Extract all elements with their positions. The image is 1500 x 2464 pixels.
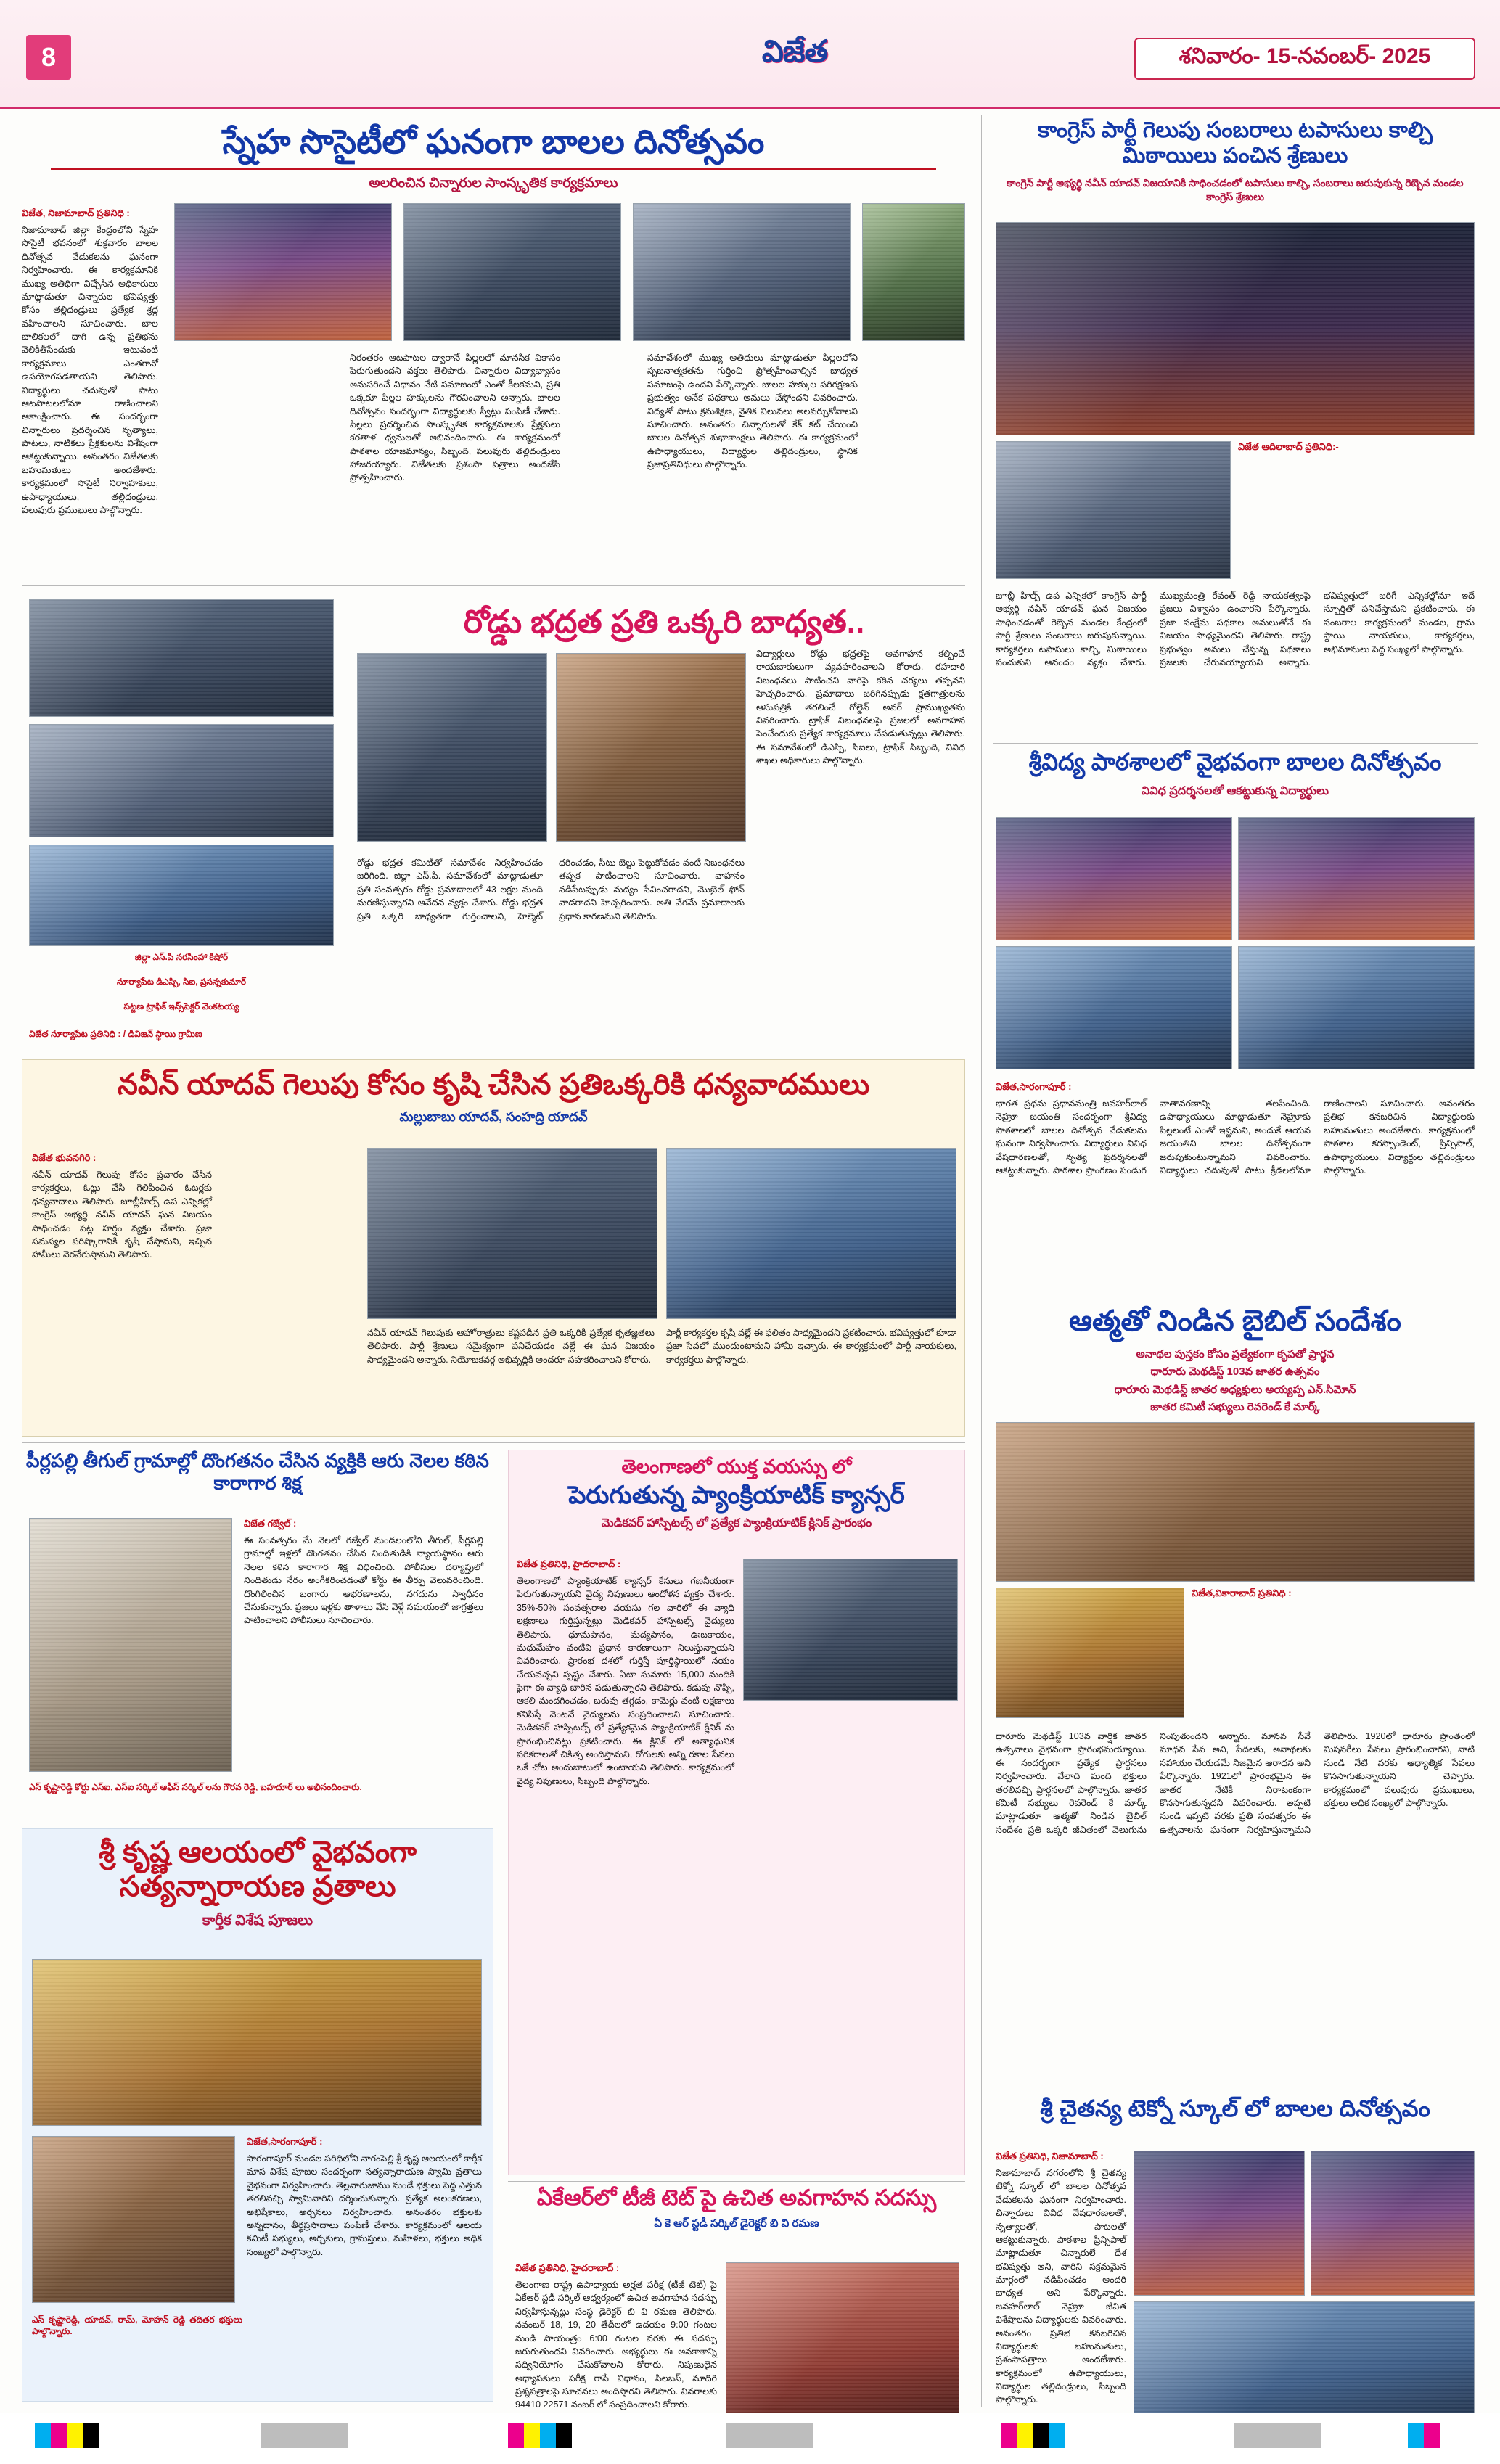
article-chaitanya-school — [993, 2095, 1478, 2123]
a6-body-1: తెలంగాణలో ప్యాంక్రియాటిక్ క్యాన్సర్ కేసులు గణనీయంగా పెరుగుతున్నాయని వైద్య నిపుణులు ఆందోళన వ్యక్తం చేశారు. 35%-50% సంవత్సరాల వయసు గల వారిలో ఈ వ్యాధి లక్షణాలు గుర్తిస్తున్నట్లు మెడికవర్ హాస్పిటల్స్ వైద్యులు తెలిపారు. ధూమపానం, మద్యపానం, ఊబకాయం, మధుమేహం వంటివి ప్రధాన కారణాలుగా నిలుస్తున్నాయని వివరించారు. ప్రారంభ దశలో గుర్తిస్తే పూర్తిస్థాయిలో నయం చేయవచ్చని స్పష్టం చేశారు. ఏటా సుమారు 15,000 మందికి పైగా ఈ వ్యాధి బారిన పడుతున్నారని తెలిపారు. కడుపు నొప్పి, ఆకలి మందగించడం, బరువు తగ్గడం, కామెర్లు వంటి లక్షణాలు కనిపిస్తే వెంటనే వైద్యులను సంప్రదించాలని సూచించారు. మెడికవర్ హాస్పిటల్స్ లో ప్రత్యేకమైన ప్యాంక్రియాటిక్ క్లినిక్ ను ప్రారంభించినట్లు ప్రకటించారు. ఈ క్లినిక్ లో అత్యాధునిక పరికరాలతో చికిత్స అందిస్తామని, రోగులకు అన్ని రకాల సేవలు ఒకే చోట అందుబాటులో ఉంటాయని తెలిపారు. కార్యక్రమంలో వైద్య నిపుణులు, సిబ్బంది పాల్గొన్నారు. — [517, 1576, 734, 1786]
b2-byline: విజేత,సారంగాపూర్ : — [996, 1081, 1072, 1092]
a6-column-1 — [517, 1559, 734, 2168]
a2-caption-3: పట్టణ ట్రాఫిక్ ఇన్స్‌పెక్టర్ వెంకటయ్య — [123, 1001, 239, 1011]
a4-photo — [29, 1518, 232, 1772]
a2-headline: రోడ్డు భద్రత ప్రతి ఒక్కరి బాధ్యత.. — [463, 604, 865, 640]
a2-photo-3 — [29, 845, 334, 946]
b2-photo-2 — [1238, 817, 1475, 940]
graybar-1 — [261, 2423, 348, 2448]
graybar-3 — [1234, 2423, 1321, 2448]
a5-headline-wrap — [29, 1836, 486, 1931]
a2-photo-4 — [357, 653, 547, 842]
b1-subhead: కాంగ్రెస్ పార్టీ అభ్యర్థి నవీన్ యాదవ్ విజయానికి సాధించడంలో టపాసులు కాల్చి, సంబరాలు జరుపుకున్న రెబ్బెన మండల కాంగ్రెస్ శ్రేణులు — [1007, 176, 1464, 202]
a2-column-1 — [357, 856, 745, 1059]
a5-byline: విజేత,సారంగాపూర్ : — [247, 2136, 323, 2147]
a5-photo-1 — [32, 1959, 482, 2126]
b3-body-1: ధారూరు మెథడిస్ట్ 103వ వార్షిక జాతర ఉత్సవాలు వైభవంగా ప్రారంభమయ్యాయి. ఈ సందర్భంగా ప్రత్యేక ప్రార్థనలు నిర్వహించారు. వేలాది మంది భక్తులు తరలివచ్చి ప్రార్థనలలో పాల్గొన్నారు. జాతర కమిటీ సభ్యులు రెవరెండ్ కే మార్క్ మాట్లాడుతూ ఆత్మతో నిండిన బైబిల్ సందేశం ప్రతి ఒక్కరి జీవితంలో వెలుగును నింపుతుందని అన్నారు. మానవ సేవే మాధవ సేవ అని, పేదలకు, అనాథలకు సహాయం చేయడమే నిజమైన ఆరాధన అని పేర్కొన్నారు. 1921లో ప్రారంభమైన ఈ జాతర నేటికీ నిరాటంకంగా కొనసాగుతున్నదని వివరించారు. అప్పటి నుండి ఇప్పటి వరకు ప్రతి సంవత్సరం ఈ ఉత్సవాలను ఘనంగా నిర్వహిస్తున్నామని తెలిపారు. 1920లో ధారూరు ప్రాంతంలో మిషనరీలు సేవలు ప్రారంభించారని, నాటి నుండి నేటి వరకు ఆధ్యాత్మిక సేవలు కొనసాగుతున్నాయని చెప్పారు. కార్యక్రమంలో పలువురు ప్రముఖులు, భక్తులు అధిక సంఖ్యలో పాల్గొన్నారు. — [996, 1731, 1475, 1835]
colorbar-group-1 — [35, 2423, 99, 2448]
article-srividya-school — [993, 749, 1478, 799]
b3-subhead-1: అనాథల పుస్తకం కోసం ప్రత్యేకంగా కృపతో ప్రార్థన — [1136, 1348, 1335, 1361]
article-sneha-society — [22, 118, 965, 199]
b2-headline: శ్రీవిద్య పాఠశాలలో వైభవంగా బాలల దినోత్సవం — [1028, 749, 1442, 775]
a3-body-2: నవీన్ యాదవ్ గెలుపుకు ఆహోరాత్రులు కష్టపడిన ప్రతి ఒక్కరికి ప్రత్యేక కృతజ్ఞతలు తెలిపారు. పార్టీ శ్రేణులు సమైక్యంగా పనిచేయడం వల్లే ఈ ఘన విజయం సాధ్యమైందని అన్నారు. నియోజకవర్గ అభివృద్ధికి అందరూ సహకరించాలని కోరారు. — [367, 1328, 655, 1365]
article-congress-celebration — [993, 118, 1478, 204]
a3-column-3 — [666, 1326, 956, 1428]
newspaper-logo — [711, 25, 878, 86]
a2-caption-2: సూర్యాపేట డిఎస్పి, సిఐ, ప్రసన్నకుమార్ — [117, 977, 246, 987]
a2-body-2: విద్యార్థులు రోడ్డు భద్రతపై అవగాహన కల్పించే రాయబారులుగా వ్యవహరించాలని కోరారు. రహదారి నిబంధనలు పాటించని వారిపై కఠిన చర్యలు తప్పవని హెచ్చరించారు. ప్రమాదాలు జరిగినప్పుడు క్షతగాత్రులను ఆసుపత్రికి తరలించే గోల్డెన్ అవర్ ప్రాముఖ్యతను వివరించారు. ట్రాఫిక్ నిబంధనలపై ప్రజలలో అవగాహన పెంచేందుకు ప్రత్యేక కార్యక్రమాలు చేపడుతున్నట్లు తెలిపారు. ఈ సమావేశంలో డిఎస్పి, సిఐలు, ట్రాఫిక్ సిబ్బంది, వివిధ శాఖల అధికారులు పాల్గొన్నారు. — [756, 649, 965, 765]
b1-headline: కాంగ్రెస్ పార్టీ గెలుపు సంబరాలు టపాసులు కాల్చి మిఠాయిలు పంచిన శ్రేణులు — [1038, 118, 1433, 168]
colorbar-group-4 — [1408, 2423, 1440, 2448]
a7-column-1 — [515, 2262, 717, 2429]
article-headline: స్నేహ సొసైటీలో ఘనంగా బాలల దినోత్సవం — [222, 123, 765, 160]
a4-byline: విజేత గజ్వేల్ : — [244, 1518, 297, 1529]
b2-photo-4 — [1238, 946, 1475, 1069]
b1-column-1 — [996, 589, 1475, 734]
a6-headline-wrap — [515, 1455, 958, 1531]
b4-byline: విజేత ప్రతినిధి, నిజామాబాద్ : — [996, 2151, 1104, 2161]
a1-photo-4 — [862, 203, 965, 341]
b4-body-1: నిజామాబాద్ నగరంలోని శ్రీ చైతన్య టెక్నో స్కూల్ లో బాలల దినోత్సవ వేడుకలను ఘనంగా నిర్వహించారు. చిన్నారులు వివిధ వేషధారణలతో, నృత్యాలతో, పాటలతో ఆకట్టుకున్నారు. పాఠశాల ప్రిన్సిపాల్ మాట్లాడుతూ చిన్నారులే దేశ భవిష్యత్తు అని, వారిని సక్రమమైన మార్గంలో నడిపించడం అందరి బాధ్యత అని పేర్కొన్నారు. జవహర్‌లాల్ నెహ్రూ జీవిత విశేషాలను విద్యార్థులకు వివరించారు. అనంతరం ప్రతిభ కనబరిచిన విద్యార్థులకు బహుమతులు, ప్రశంసాపత్రాలు అందజేశారు. కార్యక్రమంలో ఉపాధ్యాయులు, విద్యార్థుల తల్లిదండ్రులు, సిబ్బంది పాల్గొన్నారు. — [996, 2168, 1126, 2405]
b3-headline: ఆత్మతో నిండిన బైబిల్ సందేశం — [1069, 1305, 1401, 1337]
a5-subhead: కార్తీక విశేష పూజలు — [202, 1913, 313, 1929]
b2-subhead: వివిధ ప్రదర్శనలతో ఆకట్టుకున్న విద్యార్థులు — [1141, 784, 1329, 797]
b4-headline: శ్రీ చైతన్య టెక్నో స్కూల్ లో బాలల దినోత్సవం — [1040, 2095, 1430, 2122]
a1-byline: విజేత, నిజామాబాద్ ప్రతినిధి : — [22, 208, 130, 218]
b1-photo-1 — [996, 222, 1475, 435]
b1-body-1: జూబ్లీ హిల్స్ ఉప ఎన్నికలో కాంగ్రెస్ పార్టీ అభ్యర్థి నవీన్ యాదవ్ ఘన విజయం సాధించడంతో రెబ్బెన మండల కేంద్రంలో పార్టీ శ్రేణులు సంబరాలు జరుపుకున్నాయి. కార్యకర్తలు టపాసులు కాల్చి, మిఠాయిలు పంచుకుని ఆనందం వ్యక్తం చేశారు. ముఖ్యమంత్రి రేవంత్ రెడ్డి నాయకత్వంపై ప్రజలు విశ్వాసం ఉంచారని పేర్కొన్నారు. ప్రజా సంక్షేమ పథకాల అమలుతోనే ఈ విజయం సాధ్యమైందని తెలిపారు. రాష్ట్ర ప్రభుత్వం అమలు చేస్తున్న పథకాలు ప్రజలకు చేరువయ్యాయని అన్నారు. భవిష్యత్తులో జరిగే ఎన్నికల్లోనూ ఇదే స్ఫూర్తితో పనిచేస్తామని ప్రకటించారు. ఈ సంబరాల కార్యక్రమంలో మండల, గ్రామ స్థాయి నాయకులు, కార్యకర్తలు, అభిమానులు పెద్ద సంఖ్యలో పాల్గొన్నారు. — [996, 591, 1475, 668]
column-divider-main — [981, 115, 982, 2407]
section-divider-1 — [22, 585, 965, 586]
a2-photo-1 — [29, 599, 334, 717]
a2-photo-2 — [29, 724, 334, 837]
a1-column-3 — [647, 351, 858, 569]
b4-photo-1 — [1134, 2151, 1305, 2296]
logo-text: విజేత — [761, 33, 828, 68]
a4-caption: ఎస్ కృష్ణారెడ్డి కోర్టు ఎస్ఐ, ఎస్ఐ సర్కిల్ ఆఫీస్ సర్కిల్ లను గౌరవ రెడ్డి, బహదూర్ లు అభినందించారు. — [29, 1782, 362, 1792]
a2-byline: విజేత సూర్యాపేట ప్రతినిధి : / డివిజన్ స్థాయి గ్రామీణ — [29, 1029, 202, 1039]
a3-column-1 — [32, 1152, 212, 1428]
a2-column-2 — [756, 647, 965, 1054]
a3-column-2 — [367, 1326, 655, 1428]
print-colorbars — [0, 2413, 1500, 2464]
a1-body-3: సమావేశంలో ముఖ్య అతిథులు మాట్లాడుతూ పిల్లలలోని సృజనాత్మకతను గుర్తించి ప్రోత్సహించాల్సిన బాధ్యత సమాజంపై ఉందని పేర్కొన్నారు. బాలల హక్కుల పరిరక్షణకు ప్రభుత్వం అనేక పథకాలు అమలు చేస్తోందని వివరించారు. విద్యతో పాటు క్రమశిక్షణ, నైతిక విలువలు అలవర్చుకోవాలని సూచించారు. అనంతరం చిన్నారులతో కేక్ కట్ చేయించి బాలల దినోత్సవ శుభాకాంక్షలు తెలిపారు. ఈ కార్యక్రమంలో ఉపాధ్యాయులు, విద్యార్థుల తల్లిదండ్రులు, స్థానిక ప్రజాప్రతినిధులు పాల్గొన్నారు. — [647, 353, 858, 469]
b3-subhead-3: ధారూరు మెథడిస్ట్ జాతర అధ్యక్షులు అయ్యప్ప ఎన్.సిమోన్ — [1114, 1383, 1356, 1396]
a3-headline: నవీన్ యాదవ్ గెలుపు కోసం కృషి చేసిన ప్రతిఒక్కరికి ధన్యవాదములు — [117, 1069, 870, 1101]
a5-column-1 — [247, 2136, 482, 2354]
section-divider-r1 — [993, 743, 1478, 744]
a1-column-2 — [350, 351, 560, 569]
a5-photo-2 — [32, 2136, 235, 2303]
a3-headline-wrap — [29, 1068, 958, 1125]
a3-body-1: నవీన్ యాదవ్ గెలుపు కోసం ప్రచారం చేసిన కార్యకర్తలు, ఓట్లు వేసి గెలిపించిన ఓటర్లకు ధన్యవాదాలు తెలిపారు. జూబ్లీహిల్స్ ఉప ఎన్నికల్లో కాంగ్రెస్ అభ్యర్థి నవీన్ యాదవ్ ఘన విజయం సాధించడం పట్ల హర్షం వ్యక్తం చేశారు. ప్రజా సమస్యల పరిష్కారానికి కృషి చేస్తామని, ఇచ్చిన హామీలు నెరవేరుస్తామని తెలిపారు. — [32, 1170, 212, 1260]
article-subhead: అలరించిన చిన్నారుల సాంస్కృతిక కార్యక్రమాలు — [369, 176, 618, 192]
b2-column-1 — [996, 1081, 1475, 1291]
section-divider-5 — [508, 2181, 965, 2182]
a3-subhead: మల్లుబాబు యాదవ్, సంహద్రి యాదవ్ — [399, 1109, 588, 1125]
article-bible-message — [993, 1305, 1478, 1415]
b4-column-1 — [996, 2151, 1126, 2426]
a1-column-1 — [22, 208, 158, 570]
a1-body-2: నిరంతరం ఆటపాటల ద్వారానే పిల్లలలో మానసిక వికాసం పెరుగుతుందని వక్తలు తెలిపారు. చిన్నారుల విద్యాభ్యాసం అనుసరించే విధానం నేటి సమాజంలో ఎంతో కీలకమని, ప్రతి ఒక్కరూ పిల్లల హక్కులను గౌరవించాలని అన్నారు. బాలల దినోత్సవం సందర్భంగా విద్యార్థులకు స్వీట్లు పంపిణీ చేశారు. పిల్లలు ప్రదర్శించిన సాంస్కృతిక కార్యక్రమాలకు ప్రేక్షకులు కరతాళ ధ్వనులతో అభినందించారు. ఈ కార్యక్రమంలో పాఠశాల యాజమాన్యం, సిబ్బంది, పలువురు తల్లిదండ్రులు హాజరయ్యారు. విజేతలకు ప్రశంసా పత్రాలు అందజేసి ప్రోత్సహించారు. — [350, 353, 560, 483]
a2-photo-5 — [556, 653, 746, 842]
a4-column-1 — [244, 1518, 483, 1779]
issue-date: శనివారం- 15-నవంబర్- 2025 — [1134, 38, 1475, 80]
a6-headline: పెరుగుతున్న ప్యాంక్రియాటిక్ క్యాన్సర్ — [568, 1481, 905, 1509]
a1-photo-2 — [403, 203, 621, 341]
a7-subhead: ఏ కె ఆర్ స్టడీ సర్కిల్ డైరెక్టర్ బి వి రమణ — [654, 2217, 819, 2230]
a5-caption: ఎస్ కృష్ణారెడ్డి, యాదవ్, రామ్, మోహన్ రెడ్డి తదితర భక్తులు పాల్గొన్నారు. — [32, 2315, 242, 2336]
b3-subhead-2: ధారూరు మెథడిస్ట్ 103వ జాతర ఉత్సవం — [1150, 1366, 1320, 1379]
a6-headline-top: తెలంగాణలో యుక్త వయస్సు లో — [621, 1455, 852, 1477]
article-road-safety — [363, 604, 965, 641]
a1-body-1: నిజామాబాద్ జిల్లా కేంద్రంలోని స్నేహ సొసైటీ భవనంలో శుక్రవారం బాలల దినోత్సవ వేడుకలను ఘనంగా నిర్వహించారు. ఈ కార్యక్రమానికి ముఖ్య అతిథిగా విచ్చేసిన అధికారులు మాట్లాడుతూ చిన్నారుల భవిష్యత్తు కోసం తల్లిదండ్రులు ప్రత్యేక శ్రద్ధ వహించాలని సూచించారు. బాల బాలికలలో దాగి ఉన్న ప్రతిభను వెలికితీసేందుకు ఇటువంటి కార్యక్రమాలు ఎంతగానో ఉపయోగపడతాయని తెలిపారు. విద్యార్థులు చదువుతో పాటు ఆటపాటలలోనూ రాణించాలని ఆకాంక్షించారు. ఈ సందర్భంగా చిన్నారులు ప్రదర్శించిన నృత్యాలు, పాటలు, నాటికలు ప్రేక్షకులను విశేషంగా ఆకట్టుకున్నాయి. అనంతరం విజేతలకు బహుమతులు అందజేశారు. కార్యక్రమంలో సొసైటీ నిర్వాహకులు, ఉపాధ్యాయులు, తల్లిదండ్రులు, పలువురు ప్రముఖులు పాల్గొన్నారు. — [22, 225, 158, 515]
article-theft-sentence — [22, 1450, 493, 1494]
b3-photo-2 — [996, 1588, 1184, 1718]
a4-headline: పీర్లపల్లి తీగుల్ గ్రామాల్లో దొంగతనం చేసిన వ్యక్తికి ఆరు నెలల కఠిన కారాగార శిక్ష — [26, 1450, 489, 1494]
a3-photo-2 — [666, 1148, 956, 1319]
a7-photo — [726, 2262, 959, 2426]
a6-photo — [743, 1559, 958, 1701]
b1-byline: విజేత ఆదిలాబాద్ ప్రతినిధి:- — [1238, 441, 1339, 452]
page-number: 8 — [26, 35, 71, 80]
b1-column-lead — [1238, 441, 1475, 586]
a7-byline: విజేత ప్రతినిధి, హైదరాబాద్ : — [515, 2262, 620, 2273]
a2-caption-1: జిల్లా ఎస్.పి నరసింహా కిషోర్ — [134, 952, 229, 962]
b3-photo-1 — [996, 1422, 1475, 1582]
b3-column-lead — [1192, 1588, 1475, 1725]
a5-body-1: సారంగాపూర్ మండల పరిధిలోని నాగంపెల్లి శ్రీ కృష్ణ ఆలయంలో కార్తీక మాస విశేష పూజల సందర్భంగా సత్యన్నారాయణ స్వామి వ్రతాలు వైభవంగా నిర్వహించారు. తెల్లవారుజాము నుండే భక్తులు పెద్ద ఎత్తున తరలివచ్చి స్వామివారిని దర్శించుకున్నారు. ప్రత్యేక అలంకరణలు, అభిషేకాలు, అర్చనలు నిర్వహించారు. అనంతరం భక్తులకు అన్నదానం, తీర్థప్రసాదాలు పంపిణీ చేశారు. కార్యక్రమంలో ఆలయ కమిటీ సభ్యులు, అర్చకులు, గ్రామస్తులు, మహిళలు, భక్తులు అధిక సంఖ్యలో పాల్గొన్నారు. — [247, 2153, 482, 2257]
a6-subhead: మెడికవర్ హాస్పిటల్స్ లో ప్రత్యేక ప్యాంక్రియాటిక్ క్లినిక్ ప్రారంభం — [601, 1516, 872, 1529]
a1-photo-3 — [633, 203, 851, 341]
b1-photo-2 — [996, 441, 1231, 579]
b4-photo-2 — [1311, 2151, 1475, 2296]
masthead — [0, 0, 1500, 109]
b2-photo-3 — [996, 946, 1232, 1069]
colorbar-group-2 — [508, 2423, 572, 2448]
b4-photo-3 — [1134, 2301, 1475, 2426]
b3-byline: విజేత,వికారాబాద్ ప్రతినిధి : — [1192, 1588, 1292, 1598]
a3-byline: విజేత భువనగిరి : — [32, 1152, 97, 1163]
b3-column-1 — [996, 1730, 1475, 2078]
a2-body-1: రోడ్డు భద్రత కమిటీతో సమావేశం నిర్వహించడం జరిగింది. జిల్లా ఎస్.పి. సమావేశంలో మాట్లాడుతూ ప్రతి సంవత్సరం రోడ్డు ప్రమాదాలలో 43 లక్షల మంది మరణిస్తున్నారని ఆవేదన వ్యక్తం చేశారు. రోడ్డు భద్రత ప్రతి ఒక్కరి బాధ్యతగా గుర్తించాలని, హెల్మెట్ ధరించడం, సీటు బెల్టు పెట్టుకోవడం వంటి నిబంధనలు తప్పక పాటించాలని సూచించారు. వాహనం నడిపేటప్పుడు మద్యం సేవించరాదని, మొబైల్ ఫోన్ వాడరాదని హెచ్చరించారు. అతి వేగమే ప్రమాదాలకు ప్రధాన కారణమని తెలిపారు. — [357, 858, 745, 921]
a4-body-1: ఈ సంవత్సరం మే నెలలో గజ్వేల్ మండలంలోని తీగుల్, పీర్లపల్లి గ్రామాల్లో ఇళ్లలో దొంగతనం చేసిన నిందితుడికి న్యాయస్థానం ఆరు నెలల కఠిన కారాగార శిక్ష విధించింది. పోలీసుల దర్యాప్తులో నిందితుడు నేరం అంగీకరించడంతో కోర్టు ఈ తీర్పు వెలువరించింది. దొంగిలించిన బంగారు ఆభరణాలను, నగదును స్వాధీనం చేసుకున్నారు. ప్రజలు ఇళ్లకు తాళాలు వేసి వెళ్లే సమయంలో జాగ్రత్తలు పాటించాలని పోలీసులు సూచించారు. — [244, 1535, 483, 1626]
b3-subhead-4: జాతర కమిటీ సభ్యులు రెవరెండ్ కే మార్క్ — [1150, 1400, 1320, 1413]
a7-body-1: తెలంగాణ రాష్ట్ర ఉపాధ్యాయ అర్హత పరీక్ష (టీజీ టెట్) పై ఏకేఆర్ స్టడీ సర్కిల్ ఆధ్వర్యంలో ఉచిత అవగాహన సదస్సు నిర్వహిస్తున్నట్లు సంస్థ డైరెక్టర్ బి వి రమణ తెలిపారు. నవంబర్ 18, 19, 20 తేదీలలో ఉదయం 9:00 గంటల నుండి సాయంత్రం 6:00 గంటల వరకు ఈ సదస్సు జరుగుతుందని వివరించారు. అభ్యర్థులు ఈ అవకాశాన్ని సద్వినియోగం చేసుకోవాలని కోరారు. నిపుణులైన అధ్యాపకులు పరీక్ష రాసే విధానం, సిలబస్, మాదిరి ప్రశ్నపత్రాలపై సూచనలు అందిస్తారని తెలిపారు. వివరాలకు 94410 22571 నంబర్ లో సంప్రదించాలని కోరారు. — [515, 2280, 717, 2410]
a7-headline: ఏకేఆర్‌లో టీజీ టెట్ పై ఉచిత అవగాహన సదస్సు — [536, 2186, 937, 2210]
a3-body-3: పార్టీ కార్యకర్తల కృషి వల్లే ఈ ఫలితం సాధ్యమైందని ప్రకటించారు. భవిష్యత్తులో కూడా ప్రజా సేవలో ముందుంటామని హామీ ఇచ్చారు. ఈ కార్యక్రమంలో పార్టీ నాయకులు, కార్యకర్తలు పాల్గొన్నారు. — [666, 1328, 956, 1365]
a1-photo-1 — [174, 203, 392, 341]
b2-body-1: భారత ప్రథమ ప్రధానమంత్రి జవహర్‌లాల్ నెహ్రూ జయంతి సందర్భంగా శ్రీవిద్య పాఠశాలలో బాలల దినోత్సవ వేడుకలను ఘనంగా నిర్వహించారు. విద్యార్థులు వివిధ వేషధారణలతో, నృత్య ప్రదర్శనలతో ఆకట్టుకున్నారు. పాఠశాల ప్రాంగణం పండుగ వాతావరణాన్ని తలపించింది. ఉపాధ్యాయులు మాట్లాడుతూ నెహ్రూకు పిల్లలంటే ఎంతో ఇష్టమని, అందుకే ఆయన జయంతిని బాలల దినోత్సవంగా జరుపుకుంటున్నామని వివరించారు. విద్యార్థులు చదువుతో పాటు క్రీడలలోనూ రాణించాలని సూచించారు. అనంతరం ప్రతిభ కనబరిచిన విద్యార్థులకు బహుమతులు అందజేశారు. కార్యక్రమంలో పాఠశాల కరస్పాండెంట్, ప్రిన్సిపాల్, ఉపాధ్యాయులు, విద్యార్థుల తల్లిదండ్రులు పాల్గొన్నారు. — [996, 1098, 1475, 1175]
a6-byline: విజేత ప్రతినిధి, హైదరాబాద్ : — [517, 1559, 621, 1569]
article-tgtet — [508, 2185, 965, 2232]
b2-photo-1 — [996, 817, 1232, 940]
graybar-2 — [726, 2423, 813, 2448]
section-divider-3 — [22, 1442, 965, 1443]
colorbar-group-3 — [1001, 2423, 1065, 2448]
a3-photo-1 — [367, 1148, 657, 1319]
a5-headline: శ్రీ కృష్ణ ఆలయంలో వైభవంగా సత్యన్నారాయణ వ్రతాలు — [99, 1836, 417, 1903]
